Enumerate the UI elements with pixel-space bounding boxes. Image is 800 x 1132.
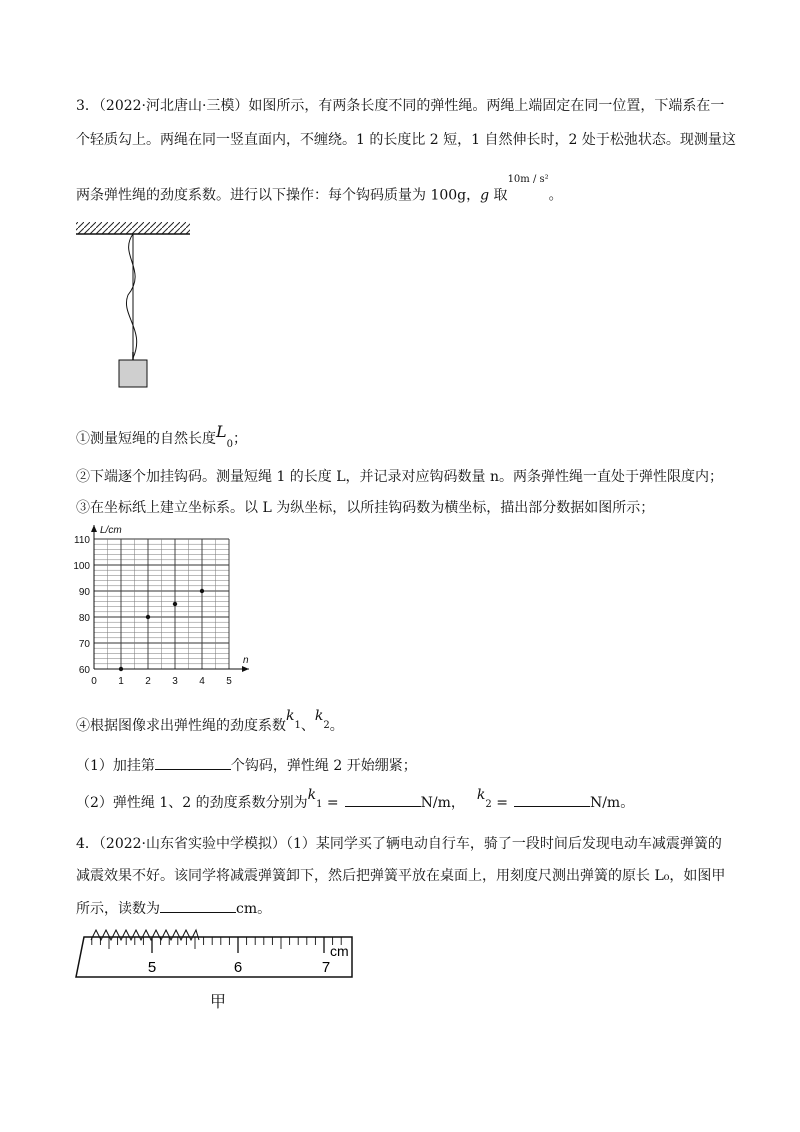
q3-step-4: ④根据图像求出弹性绳的劲度系数$k_1$、$k_2$。 xyxy=(76,708,344,734)
q4-line-3: 所示，读数为 cm。 xyxy=(76,898,271,919)
q3-step-3: ③在坐标纸上建立坐标系。以 L 为纵坐标，以所挂钩码数为横坐标，描出部分数据如图所示； xyxy=(76,500,655,516)
q4-line-1: 4．（2022·山东省实验中学模拟）（1）某同学买了辆电动自行车，骑了一段时间后发现电动车减震弹簧的 xyxy=(76,836,722,852)
y-tick-label: 70 xyxy=(78,639,90,650)
y-tick-label: 100 xyxy=(73,561,90,572)
figure-caption-jia: 甲 xyxy=(210,992,227,1011)
q4-line-2: 减震效果不好。该同学将减震弹簧卸下，然后把弹簧平放在桌面上，用刻度尺测出弹簧的原长 L₀，如图甲 xyxy=(76,868,726,884)
y-tick-label: 60 xyxy=(78,665,90,676)
q3-line-3: 两条弹性绳的劲度系数。进行以下操作：每个钩码质量为 100g，g 取$^{10m / s^2}$。 xyxy=(76,174,563,204)
x-tick-label: 0 xyxy=(91,676,97,687)
ruler-label-7: 7 xyxy=(321,959,331,976)
q3-sub-2: （2）弹性绳 1、2 的劲度系数分别为$k_1 = N/m$， $k_2 = N/m$。 xyxy=(76,787,635,811)
unit-g: 10m / s² xyxy=(507,174,549,185)
y-axis-label: L/cm xyxy=(100,525,122,536)
ruler-unit: cm xyxy=(330,943,349,959)
x-tick-label: 5 xyxy=(226,676,232,687)
y-tick-label: 80 xyxy=(78,613,90,624)
x-tick-label: 2 xyxy=(145,676,151,687)
x-tick-label: 4 xyxy=(199,676,205,687)
q3-sub-1: （1）加挂第 个钩码，弹性绳 2 开始绷紧； xyxy=(76,755,417,776)
x-tick-label: 1 xyxy=(118,676,124,687)
y-tick-label: 110 xyxy=(74,535,90,546)
q3-step-1: ①测量短绳的自然长度$L_0$； xyxy=(76,422,247,450)
q3-step-2: ②下端逐个加挂钩码。测量短绳 1 的长度 L，并记录对应钩码数量 n。两条弹性绳一直处于弹性限度内； xyxy=(76,469,724,485)
q3-line-2: 个轻质勾上。两绳在同一竖直面内，不缠绕。1 的长度比 2 短，1 自然伸长时，2 处于松弛状态。现测量这 xyxy=(76,132,736,148)
ruler-label-6: 6 xyxy=(233,959,243,976)
y-tick-label: 90 xyxy=(78,587,90,598)
x-tick-label: 3 xyxy=(172,676,178,687)
x-axis-label: n xyxy=(243,655,249,666)
q3-line-1: 3．（2022·河北唐山·三模）如图所示，有两条长度不同的弹性绳。两绳上端固定在同一位置，下端系在一 xyxy=(76,98,725,114)
ruler-label-5: 5 xyxy=(147,959,157,976)
